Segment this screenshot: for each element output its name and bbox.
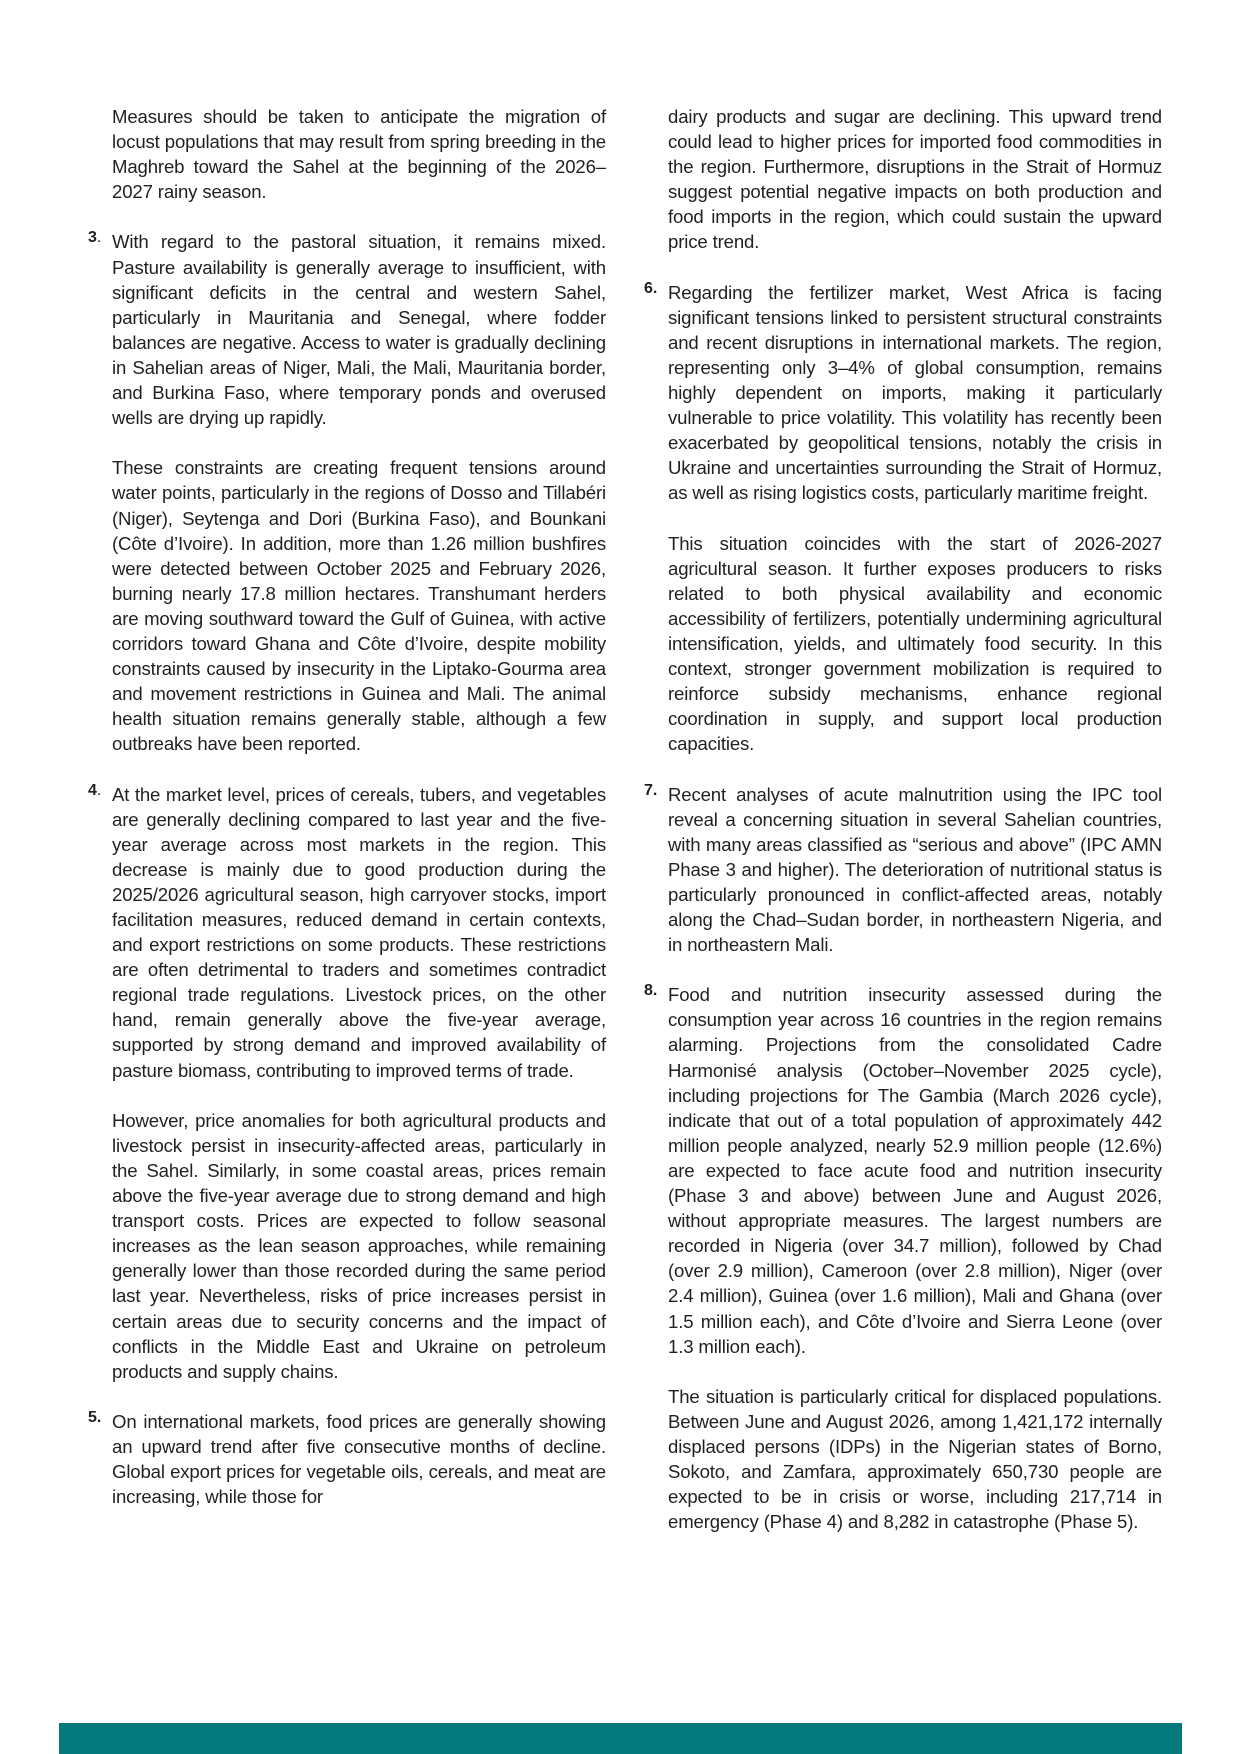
list-item-7 [644,781,1162,958]
item-4-paragraph-1: At the market level, prices of cereals, tubers, and vegetables are generally declining compared to last year and the five-year average across most markets in the region. This decrease is mainly due to good production during the 2025/2026 agricultural season, high carryover stocks, import facilitation measures, reduced demand in certain contexts, and export restrictions on some products. These restrictions are often detrimental to traders and sometimes contradict regional trade regulations. Livestock prices, on the other hand, remain generally above the five-year average, supported by strong demand and improved availability of pasture biomass, contributing to improved terms of trade. [112,783,606,1081]
left-column [88,104,606,1534]
list-item-3 [88,229,606,756]
item-number: 4. [88,781,102,799]
item-number: 6. [644,279,658,297]
item-6-paragraph-2: This situation coincides with the start of 2026-2027 agricultural season. It further exposes producers to risks related to both physical availability and economic accessibility of fertilizers, potentially undermining agricultural intensification, yields, and ultimately food security. In this context, stronger government mobilization is required to reinforce subsidy mechanisms, enhance regional coordination in supply, and support local production capacities. [668,532,1162,755]
list-item-4 [88,781,606,1384]
item-8-paragraph-2: The situation is particularly critical for displaced populations. Between June and August 2026, among 1,421,172 internally displaced persons (IDPs) in the Nigerian states of Borno, Sokoto, and Zamfara, approximately 650,730 people are expected to be in crisis or worse, including 217,714 in emergency (Phase 4) and 8,282 in catastrophe (Phase 5). [668,1385,1162,1533]
item-number: 3. [88,229,102,247]
item-6-paragraph-1: Regarding the fertilizer market, West Africa is facing significant tensions linked to persistent structural constraints and recent disruptions in international markets. The region, representing only 3–4% of global consumption, remains highly dependent on imports, making it particularly vulnerable to price volatility. This volatility has recently been exacerbated by geopolitical tensions, notably the crisis in Ukraine and uncertainties surrounding the Strait of Hormuz, as well as rising logistics costs, particularly maritime freight. [668,281,1162,504]
item-4-paragraph-2: However, price anomalies for both agricultural products and livestock persist in insecurity-affected areas, particularly in the Sahel. Similarly, in some coastal areas, prices remain above the five-year average due to strong demand and high transport costs. Prices are expected to follow seasonal increases as the lean season approaches, while remaining generally lower than those recorded during the same period last year. Nevertheless, risks of price increases persist in certain areas due to security concerns and the impact of conflicts in the Middle East and Ukraine on petroleum products and supply chains. [112,1109,606,1382]
item-5-continuation: dairy products and sugar are declining. This upward trend could lead to higher prices for imported food commodities in the region. Furthermore, disruptions in the Strait of Hormuz suggest potential negative impacts on both production and food imports in the region, which could sustain the upward price trend. [668,106,1162,253]
item-8-paragraph-1: Food and nutrition insecurity assessed during the consumption year across 16 countries in the region remains alarming. Projections from the consolidated Cadre Harmonisé analysis (October–November 2025 cycle), including projections for The Gambia (March 2026 cycle), indicate that out of a total population of approximately 442 million people analyzed, nearly 52.9 million people (12.6%) are expected to face acute food and nutrition insecurity (Phase 3 and above) between June and August 2026, without appropriate measures. The largest numbers are recorded in Nigeria (over 34.7 million), followed by Chad (over 2.9 million), Cameroon (over 2.8 million), Niger (over 2.4 million), Guinea (over 1.6 million), Mali and Ghana (over 1.5 million each), and Côte d’Ivoire and Sierra Leone (over 1.3 million each). [668,984,1162,1357]
list-item-6 [644,279,1162,757]
right-column [644,104,1162,1559]
list-item-8 [644,982,1162,1534]
list-item-5 [88,1408,606,1509]
item-number: 5. [88,1408,102,1426]
item-number: 8. [644,982,658,1000]
item-7-paragraph-1: Recent analyses of acute malnutrition using the IPC tool reveal a concerning situation in several Sahelian countries, with many areas classified as “serious and above” (IPC AMN Phase 3 and higher). The deterioration of nutritional status is particularly pronounced in conflict-affected areas, notably along the Chad–Sudan border, in northeastern Nigeria, and in northeastern Mali. [668,783,1162,956]
item-number: 7. [644,781,658,799]
item-2-continuation: Measures should be taken to anticipate the migration of locust populations that may result from spring breeding in the Maghreb toward the Sahel at the beginning of the 2026–2027 rainy season. [112,106,606,203]
item-3-paragraph-2: These constraints are creating frequent tensions around water points, particularly in the regions of Dosso and Tillabéri (Niger), Seytenga and Dori (Burkina Faso), and Bounkani (Côte d’Ivoire). In addition, more than 1.26 million bushfires were detected between October 2025 and February 2026, burning nearly 17.8 million hectares. Transhumant herders are moving southward toward the Gulf of Guinea, with active corridors toward Ghana and Côte d’Ivoire, despite mobility constraints caused by insecurity in the Liptako-Gourma area and movement restrictions in Guinea and Mali. The animal health situation remains generally stable, although a few outbreaks have been reported. [112,457,606,755]
footer-bar [59,1723,1182,1754]
item-3-paragraph-1: With regard to the pastoral situation, it remains mixed. Pasture availability is generally average to insufficient, with significant deficits in the central and western Sahel, particularly in Mauritania and Senegal, where fodder balances are negative. Access to water is gradually declining in Sahelian areas of Niger, Mali, the Mali, Mauritania border, and Burkina Faso, where temporary ponds and overused wells are drying up rapidly. [112,231,606,429]
item-5-paragraph-1: On international markets, food prices are generally showing an upward trend after five consecutive months of decline. Global export prices for vegetable oils, cereals, and meat are increasing, while those for [112,1410,606,1508]
